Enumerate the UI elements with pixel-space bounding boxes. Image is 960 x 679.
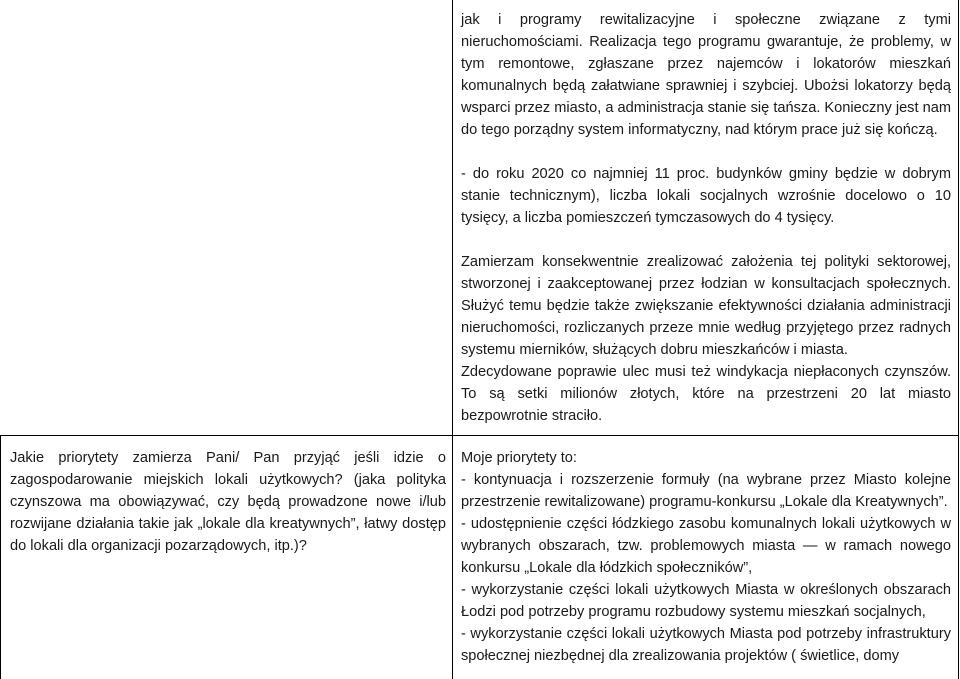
- paragraph-debt-collection: Zdecydowane poprawie ulec musi też windykacja niepłaconych czynszów. To są setki milionów złotych, które na przestrzeni 20 lat miasto bezpowrotnie straciło.: [461, 364, 951, 424]
- answer-item: - kontynuacja i rozszerzenie formuły (na wybrane przez Miasto kolejne przestrzenie rewitalizowane) programu-konkursu „Lokale dla Kreatywnych”.: [461, 472, 951, 510]
- question-cell: [10, 447, 446, 557]
- paragraph-program: jak i programy rewitalizacyjne i społeczne związane z tymi nieruchomościami. Realizacja tego programu gwarantuje, że problemy, w tym remontowe, zgłaszane przez najemców i lokatorów mieszkań komunalnych będą załatwiane sprawniej i szybciej. Ubożsi lokatorzy będą wsparci przez miasto, a administracja stanie się tańsza. Konieczny jest nam do tego porządny system informatyczny, nad którym prace już się kończą.: [461, 12, 951, 138]
- answer-item: - wykorzystanie części lokali użytkowych Miasta w określonych obszarach Łodzi pod potrzeby programu rozbudowy systemu mieszkań socjalnych,: [461, 582, 951, 620]
- answer-cell: [461, 447, 951, 667]
- answer-item: - wykorzystanie części lokali użytkowych Miasta pod potrzeby infrastruktury społecznej niezbędnej dla zrealizowania projektów ( świetlice, domy: [461, 626, 951, 664]
- row-divider: [0, 435, 959, 436]
- table-border-left: [0, 435, 1, 679]
- table-border-middle: [452, 0, 453, 679]
- paragraph-targets: - do roku 2020 co najmniej 11 proc. budynków gminy będzie w dobrym stanie technicznym), liczba lokali socjalnych wzrośnie docelowo o 10 tysięcy, a liczba pomieszczeń tymczasowych do 4 tysięcy.: [461, 166, 951, 226]
- answer-heading: Moje priorytety to:: [461, 450, 577, 466]
- top-right-cell: [461, 9, 951, 427]
- answer-item: - udostępnienie części łódzkiego zasobu komunalnych lokali użytkowych w wybranych obszarach, tzw. problemowych miasta — w ramach nowego konkursu „Lokale dla łódzkich społeczników”,: [461, 516, 951, 576]
- question-text: Jakie priorytety zamierza Pani/ Pan przyjąć jeśli idzie o zagospodarowanie miejskich lokali użytkowych? (jaka polityka czynszowa ma obowiązywać, czy będą prowadzone nowe i/lub rozwijane działania takie jak „lokale dla kreatywnych”, łatwy dostęp do lokali dla organizacji pozarządowych, itp.)?: [10, 450, 446, 554]
- table-border-right: [958, 0, 959, 679]
- paragraph-policy: Zamierzam konsekwentnie zrealizować założenia tej polityki sektorowej, stworzonej i zaakceptowanej przez łodzian w konsultacjach społecznych. Służyć temu będzie także zwiększanie efektywności działania administracji nieruchomości, rozliczanych przeze mnie według przyjętego przez radnych systemu mierników, służących dobru mieszkańców i miasta.: [461, 254, 951, 358]
